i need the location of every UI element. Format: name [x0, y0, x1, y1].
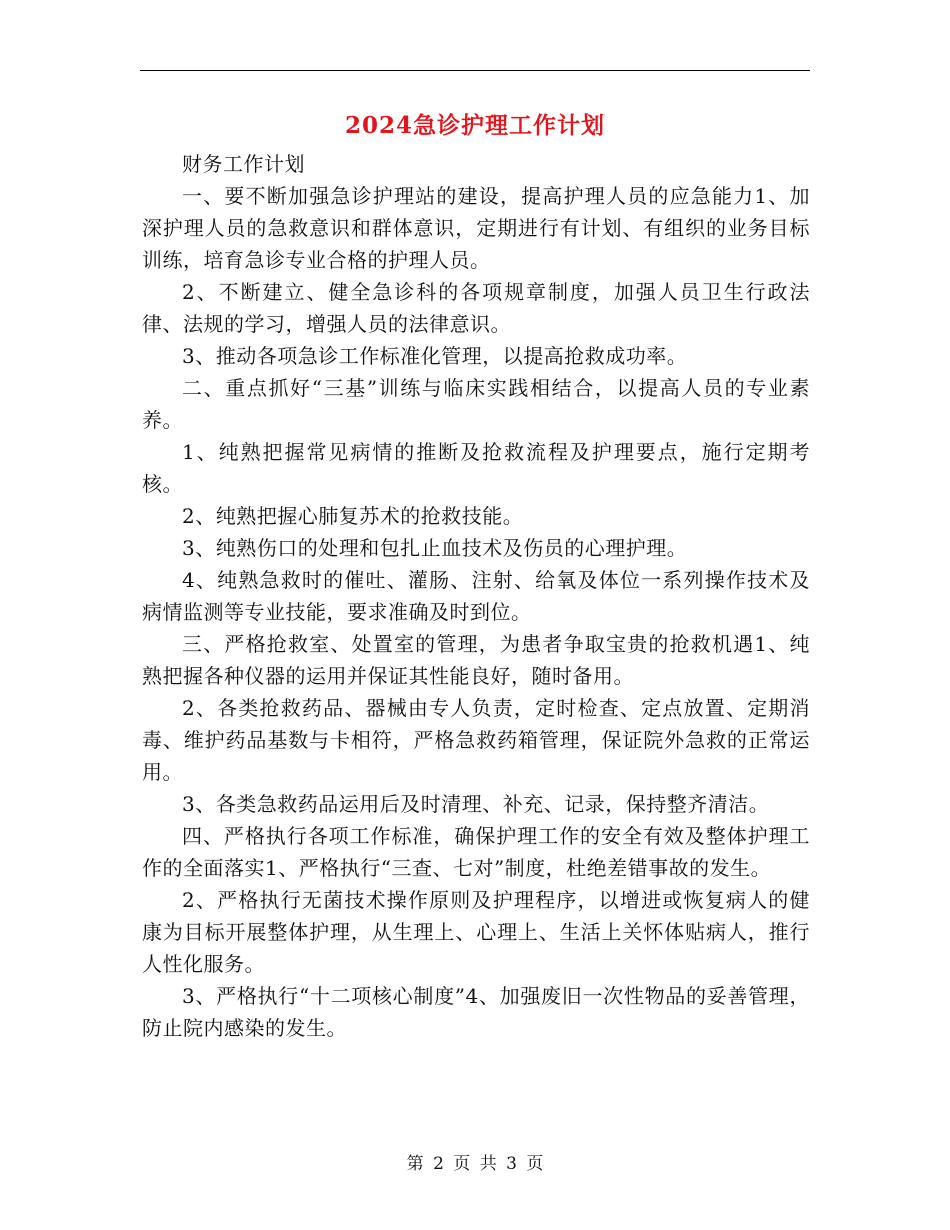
paragraph-11: 2、各类抢救药品、器械由专人负责，定时检查、定点放置、定期消毒、维护药品基数与卡相符，严格急救药箱管理，保证院外急救的正常运用。: [142, 696, 810, 784]
paragraph-12: 3、各类急救药品运用后及时清理、补充、记录，保持整齐清洁。: [182, 792, 770, 816]
paragraph-8: 3、纯熟伤口的处理和包扎止血技术及伤员的心理护理。: [182, 536, 688, 560]
document-body: [142, 148, 810, 1044]
paragraph-5: 二、重点抓好“三基”训练与临床实践相结合，以提高人员的专业素养。: [142, 376, 810, 432]
paragraph-9: 4、纯熟急救时的催吐、灌肠、注射、给氧及体位一系列操作技术及病情监测等专业技能，要求准确及时到位。: [142, 568, 810, 624]
paragraph-2: 一、要不断加强急诊护理站的建设，提高护理人员的应急能力1、加深护理人员的急救意识和群体意识，定期进行有计划、有组织的业务目标训练，培育急诊专业合格的护理人员。: [142, 184, 810, 272]
paragraph-15: 3、严格执行“十二项核心制度”4、加强废旧一次性物品的妥善管理，防止院内感染的发生。: [142, 984, 810, 1040]
paragraph-1: 财务工作计划: [182, 152, 305, 176]
paragraph-7: 2、纯熟把握心肺复苏术的抢救技能。: [182, 504, 524, 528]
page-number-footer: 第 2 页 共 3 页: [406, 1154, 544, 1174]
paragraph-4: 3、推动各项急诊工作标准化管理，以提高抢救成功率。: [182, 344, 688, 368]
paragraph-14: 2、严格执行无菌技术操作原则及护理程序，以增进或恢复病人的健康为目标开展整体护理，从生理上、心理上、生活上关怀体贴病人，推行人性化服务。: [142, 888, 810, 976]
paragraph-10: 三、严格抢救室、处置室的管理，为患者争取宝贵的抢救机遇1、纯熟把握各种仪器的运用并保证其性能良好，随时备用。: [142, 632, 810, 688]
paragraph-13: 四、严格执行各项工作标准，确保护理工作的安全有效及整体护理工作的全面落实1、严格执行“三查、七对”制度，杜绝差错事故的发生。: [142, 824, 810, 880]
header-rule: [140, 70, 810, 71]
document-title: 2024急诊护理工作计划: [344, 112, 605, 139]
paragraph-6: 1、纯熟把握常见病情的推断及抢救流程及护理要点，施行定期考核。: [142, 440, 810, 496]
paragraph-3: 2、不断建立、健全急诊科的各项规章制度，加强人员卫生行政法律、法规的学习，增强人员的法律意识。: [142, 280, 810, 336]
